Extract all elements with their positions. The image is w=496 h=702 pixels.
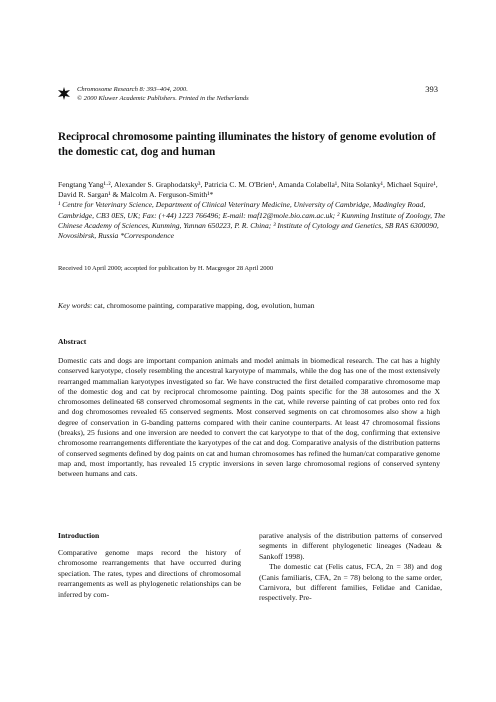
journal-citation: [77, 85, 249, 103]
publisher-logo-icon: [58, 87, 70, 100]
keywords: [58, 301, 315, 310]
intro-paragraph-2: The domestic cat (Felis catus, FCA, 2n = 38) and dog (Canis familiaris, CFA, 2n = 78) belong to the same order, Carnivora, but different families, Felidae and Canidae, respectively. Pre-: [259, 562, 442, 603]
keywords-text: : cat, chromosome painting, comparative mapping, dog, evolution, human: [90, 301, 315, 310]
intro-paragraph-1: Comparative genome maps record the history of chromosome rearrangements that have occurred during speciation. The rates, types and directions of chromosomal rearrangements as well as phylogenetic relationships can be inferred by com-: [58, 548, 241, 599]
paper-title: Reciprocal chromosome painting illuminates the history of genome evolution of the domestic cat, dog and human: [58, 131, 436, 158]
abstract-body: Domestic cats and dogs are important companion animals and model animals in biomedical research. The cat has a highly conserved karyotype, closely resembling the ancestral karyotype of mammals, while the dog has one of the most extensively rearranged mammalian karyotypes investigated so far. We have constructed the first detailed comparative chromosome map of the domestic dog and cat by reciprocal chromosome painting. Dog paints specific for the 38 autosomes and the X chromosomes delineated 68 conserved chromosomal segments in the cat, while reverse painting of cat probes onto red fox and dog chromosomes revealed 65 conserved segments. Most conserved segments on cat chromosomes also show a high degree of conservation in G-banding patterns compared with their canine counterparts. At least 47 chromosomal fissions (breaks), 25 fusions and one inversion are needed to convert the cat karyotype to that of the dog, confirming that extensive chromosome rearrangements differentiate the karyotypes of the cat and dog. Comparative analysis of the distribution patterns of conserved segments defined by dog paints on cat and human chromosomes has refined the human/cat comparative genome map and, most importantly, has revealed 15 cryptic inversions in seven large chromosomal regions of conserved synteny between humans and cats.: [58, 356, 440, 479]
introduction-left-column: [58, 548, 241, 600]
abstract-heading: Abstract: [58, 337, 87, 346]
introduction-right-column: [259, 531, 442, 604]
keywords-label: Key words: [58, 301, 90, 310]
journal-name: Chromosome Research: [77, 86, 138, 93]
author-names: Fengtang Yang¹·², Alexander S. Graphodatsky³, Patricia C. M. O'Brien¹, Amanda Colabella¹, Nita Solanky¹, Michael Squire¹, David R. Sargan¹ & Malcolm A. Ferguson-Smith¹*: [58, 180, 438, 200]
journal-volume: 8: 393–404, 2000.: [137, 86, 188, 93]
author-affiliations: ¹ Centre for Veterinary Science, Department of Clinical Veterinary Medicine, University of Cambridge, Madingley Road, Cambridge, CB3 0ES, UK; Fax: (+44) 1223 766496; E-mail: maf12@mole.bio.cam.ac.uk; ² Kunming Institute of Zoology, The Chinese Academy of Sciences, Kunming, Yunnan 650223, P. R. China; ³ Institute of Cytology and Genetics, SB RAS 6300090, Novosibirsk, Russia *Correspondence: [58, 200, 446, 241]
copyright-line: © 2000 Kluwer Academic Publishers. Printed in the Netherlands: [77, 95, 249, 102]
page-number: 393: [425, 84, 438, 94]
received-date: Received 10 April 2000; accepted for publication by H. Macgregor 28 April 2000: [58, 265, 274, 272]
author-block: [58, 180, 448, 241]
intro-paragraph-1-continued: parative analysis of the distribution patterns of conserved segments in different phylogenetic lineages (Nadeau & Sankoff 1998).: [259, 531, 442, 561]
introduction-heading: Introduction: [58, 531, 100, 540]
